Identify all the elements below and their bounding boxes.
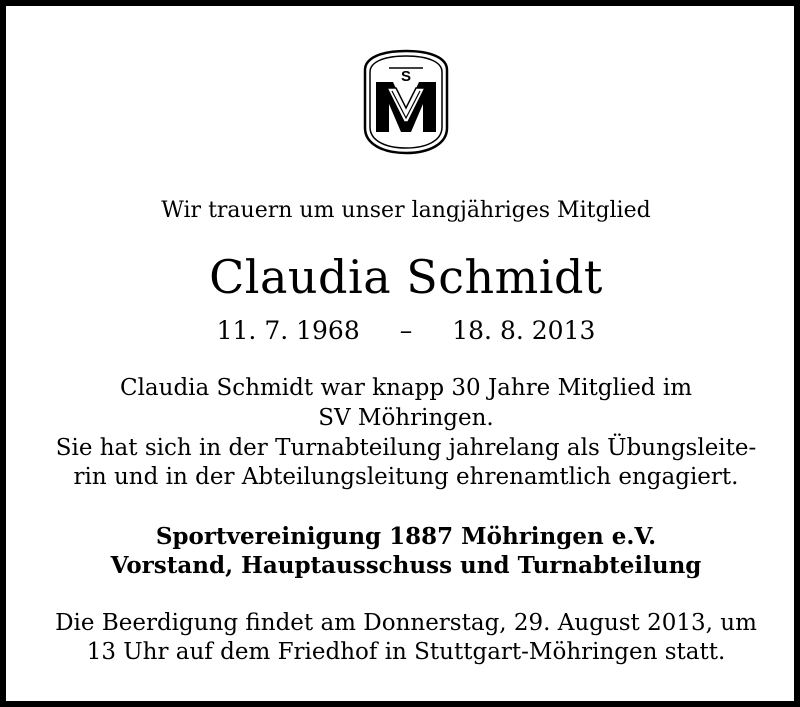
intro-text: Wir trauern um unser langjähriges Mitglied <box>161 198 651 223</box>
tribute-line: Claudia Schmidt war knapp 30 Jahre Mitglied im <box>119 375 693 401</box>
signature-line: Sportvereinigung 1887 Möhringen e.V. <box>155 523 657 550</box>
tribute-line: SV Möhringen. <box>318 405 494 431</box>
deceased-name: Claudia Schmidt <box>209 250 603 304</box>
signature-line: Vorstand, Hauptausschuss und Turnabteilung <box>110 552 702 579</box>
birth-date: 11. 7. 1968 <box>216 316 360 345</box>
date-separator: – <box>399 316 413 345</box>
tribute-line: rin und in der Abteilungsleitung ehrenamtlich engagiert. <box>73 464 739 490</box>
death-date: 18. 8. 2013 <box>452 316 596 345</box>
funeral-info-line: 13 Uhr auf dem Friedhof in Stuttgart-Möhringen statt. <box>86 639 726 665</box>
emblem-letter-s: S <box>400 68 412 85</box>
club-emblem-icon <box>361 48 451 156</box>
funeral-info-line: Die Beerdigung findet am Donnerstag, 29. August 2013, um <box>55 610 757 636</box>
life-dates <box>6 316 800 345</box>
tribute-line: Sie hat sich in der Turnabteilung jahrelang als Übungsleite- <box>55 435 757 461</box>
